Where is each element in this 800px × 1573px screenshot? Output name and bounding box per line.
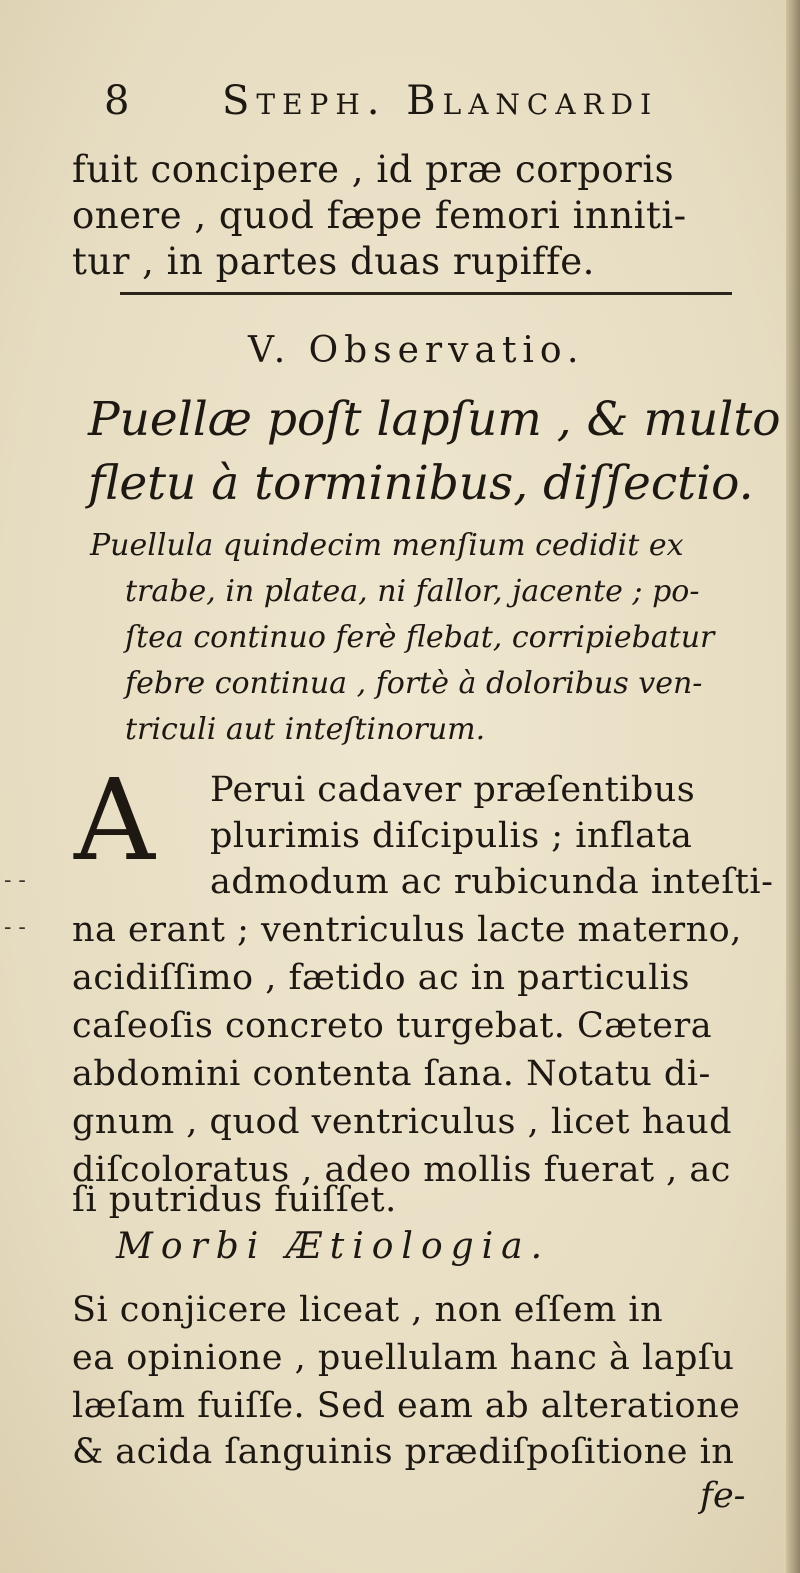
summary-line: febre continua , fortè à doloribus ven-: [125, 666, 703, 701]
section-title: V. Observatio.: [248, 330, 585, 371]
aetiologia-line: & acida ſanguinis prædiſpoſitione in: [72, 1432, 735, 1472]
body-line: plurimis diſcipulis ; inflata: [210, 816, 693, 856]
body-line: caſeoſis concreto turgebat. Cætera: [72, 1006, 713, 1046]
intro-line: tur , in partes duas rupiffe.: [72, 240, 595, 283]
body-line: abdomini contenta ſana. Notatu di-: [72, 1054, 711, 1094]
aetiologia-line: ea opinione , puellulam hanc à lapſu: [72, 1338, 735, 1378]
section-italic-title: fletu à torminibus, diſſectio.: [88, 456, 754, 511]
summary-line: trabe, in platea, ni fallor, jacente ; po-: [125, 574, 700, 609]
catchword: fe-: [700, 1476, 746, 1516]
body-line: acidiſſimo , fætido ac in particulis: [72, 958, 690, 998]
body-line: admodum ac rubicunda inteſti-: [210, 862, 774, 902]
page-number: 8: [104, 78, 130, 124]
body-line: diſcoloratus , adeo mollis fuerat , ac: [72, 1150, 731, 1190]
summary-line: Puellula quindecim menſium cedidit ex: [90, 528, 684, 563]
running-title: Steph. Blancardi: [222, 78, 659, 124]
section-divider: [120, 292, 732, 295]
body-line: gnum , quod ventriculus , licet haud: [72, 1102, 733, 1142]
body-line: Perui cadaver præſentibus: [210, 770, 696, 810]
intro-line: onere , quod fæpe femori inniti-: [72, 194, 687, 237]
intro-line: fuit concipere , id præ corporis: [72, 148, 675, 191]
aetiologia-line: læſam fuiſſe. Sed eam ab alteratione: [72, 1386, 741, 1426]
margin-mark: ‐ ‐: [4, 868, 26, 893]
margin-mark: ‐ ‐: [4, 915, 26, 940]
body-line: ſi putridus fuiſſet.: [72, 1180, 397, 1220]
section-italic-title: Puellæ poſt lapſum , & multo: [88, 392, 781, 447]
aetiologia-title: Morbi Ætiologia.: [116, 1226, 551, 1267]
summary-line: triculi aut inteſtinorum.: [125, 712, 486, 747]
body-line: na erant ; ventriculus lacte materno,: [72, 910, 742, 950]
aetiologia-line: Si conjicere liceat , non eſſem in: [72, 1290, 664, 1330]
drop-capital: A: [74, 756, 155, 886]
summary-line: ſtea continuo ferè flebat, corripiebatur: [125, 620, 715, 655]
